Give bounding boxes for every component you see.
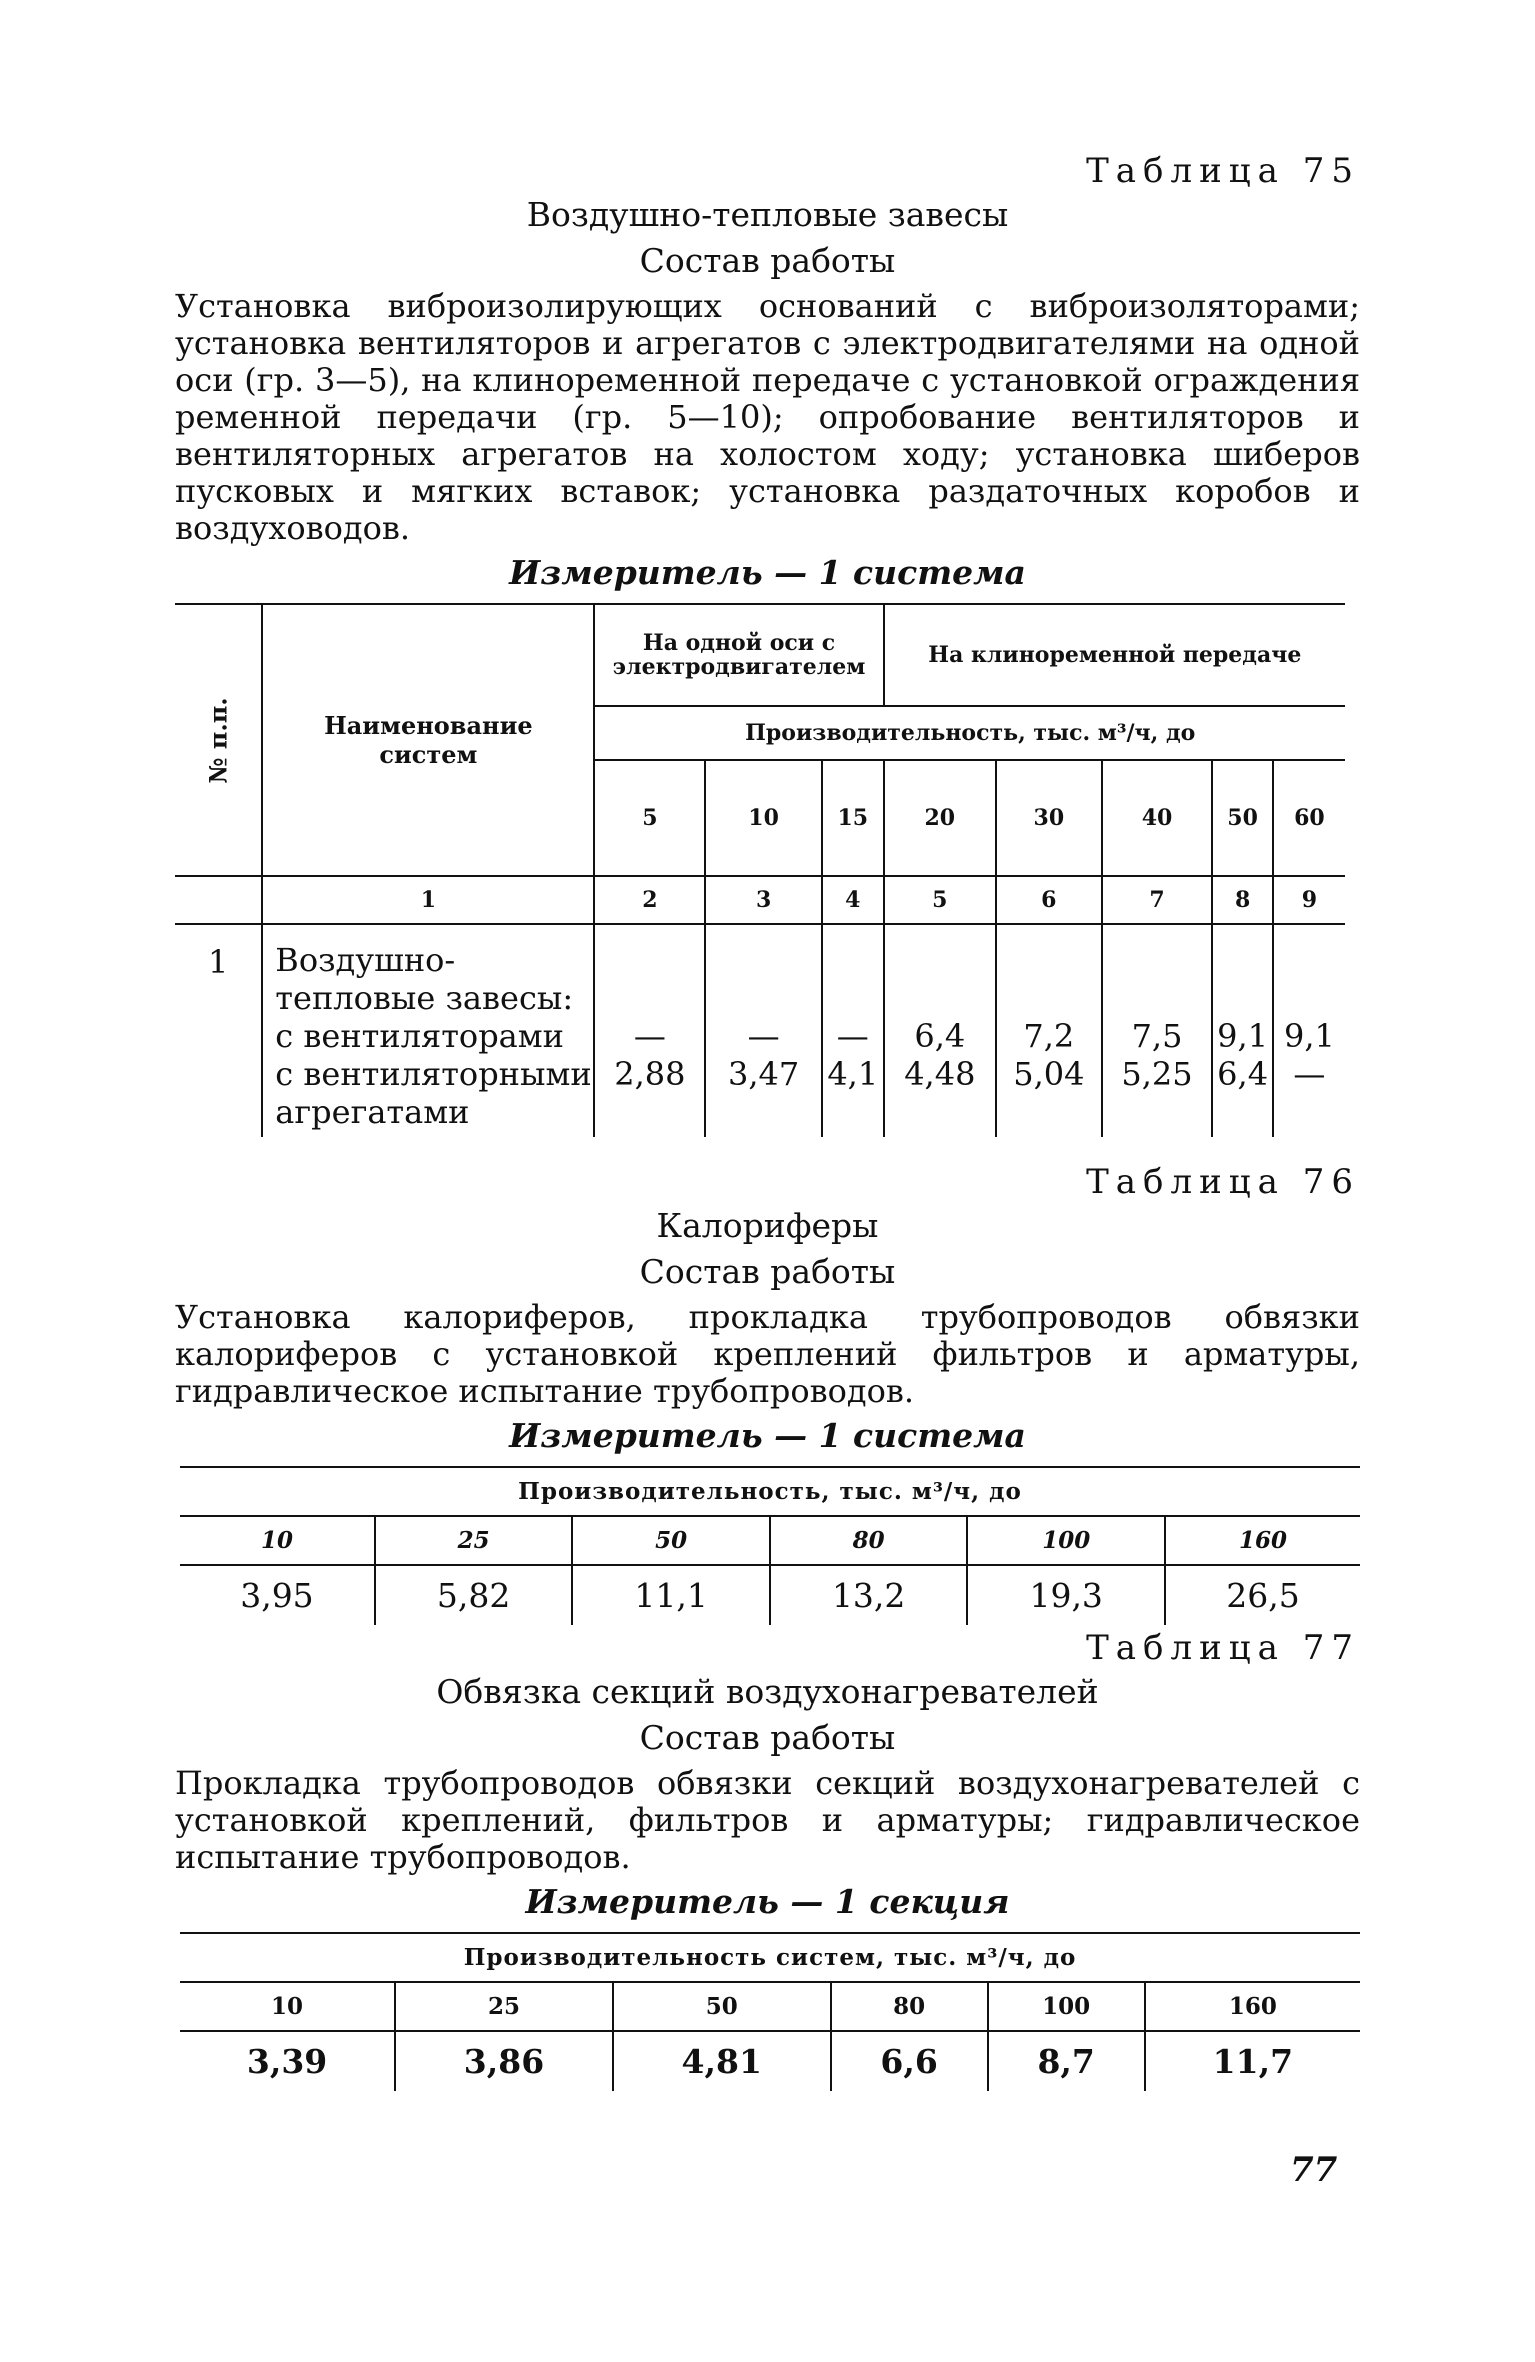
- table77-number: Таблица 77: [1086, 1628, 1360, 1668]
- column-number: 4: [822, 876, 884, 924]
- table76-number: Таблица 76: [1086, 1162, 1360, 1202]
- value-cell: 26,5: [1165, 1565, 1360, 1625]
- column-number: 8: [1212, 876, 1273, 924]
- table76-subtitle: Состав работы: [639, 1252, 896, 1291]
- capacity-value: 160: [1165, 1516, 1360, 1565]
- table77-composition: Прокладка трубопроводов обвязки секций воздухонагревателей с установкой креплений, фильтров и арматуры; гидравлическое испытание трубопроводов.: [175, 1764, 1360, 1876]
- table76: [180, 1466, 1360, 1625]
- value-cell: 9,1 6,4: [1212, 924, 1273, 1137]
- table76-measure: Измеритель — 1 система: [509, 1416, 1026, 1455]
- table76-values-row: [180, 1565, 1360, 1625]
- column-number: 1: [262, 876, 594, 924]
- col-name-header: Наименование систем: [262, 604, 594, 876]
- table76-capacity-header: Производительность, тыс. м³/ч, до: [518, 1478, 1022, 1505]
- capacity-value: 25: [375, 1516, 573, 1565]
- column-numbers-row: [175, 876, 1345, 924]
- capacity-value: 80: [770, 1516, 968, 1565]
- value-cell: — 4,1: [822, 924, 884, 1137]
- column-number: 6: [996, 876, 1102, 924]
- table77-capacity-header: Производительность систем, тыс. м³/ч, до: [463, 1944, 1077, 1971]
- col-num-header: № п.п.: [203, 696, 233, 784]
- value-cell: 11,1: [572, 1565, 770, 1625]
- capacity-value: 40: [1102, 760, 1213, 876]
- table77-subtitle: Состав работы: [639, 1718, 896, 1757]
- column-number: 7: [1102, 876, 1213, 924]
- value-cell: 13,2: [770, 1565, 968, 1625]
- capacity-value: 10: [260, 1527, 293, 1554]
- table77: [180, 1932, 1360, 2091]
- table77-title: Обвязка секций воздухонагревателей: [436, 1672, 1099, 1711]
- table77-measure: Измеритель — 1 секция: [525, 1882, 1010, 1921]
- table77-values-row: [180, 2031, 1360, 2091]
- group1-header: На одной оси с электродвигателем: [594, 604, 883, 706]
- group2-header: На клиноременной передаче: [884, 604, 1345, 706]
- table76-title: Калориферы: [656, 1206, 879, 1245]
- column-number: 9: [1273, 876, 1345, 924]
- value-cell: 19,3: [967, 1565, 1165, 1625]
- capacity-value: 100: [988, 1982, 1145, 2031]
- table75-composition: Установка виброизолирующих оснований с виброизоляторами; установка вентиляторов и агрегатов с электродвигателями на одной оси (гр. 3—5), на клиноременной передаче с установкой ограждения ременной передачи (гр. 5—10); опробование вентиляторов и вентиляторных агрегатов на холостом ходу; установка шиберов пусковых и мягких вставок; установка раздаточных коробов и воздуховодов.: [175, 287, 1360, 547]
- table77-section: [175, 1627, 1360, 2091]
- value-cell: 4,81: [613, 2031, 831, 2091]
- table75-title: Воздушно-тепловые завесы: [526, 195, 1009, 234]
- table75-measure: Измеритель — 1 система: [509, 553, 1026, 592]
- capacity-header: Производительность, тыс. м³/ч, до: [594, 706, 1345, 760]
- capacity-value: 25: [395, 1982, 613, 2031]
- capacity-value: 30: [996, 760, 1102, 876]
- capacity-value: 50: [572, 1516, 770, 1565]
- value-cell: 7,5 5,25: [1102, 924, 1213, 1137]
- value-cell: 3,86: [395, 2031, 613, 2091]
- table76-composition: Установка калориферов, прокладка трубопроводов обвязки калориферов с установкой креплений фильтров и арматуры, гидравлическое испытание трубопроводов.: [175, 1298, 1360, 1410]
- capacity-value: 50: [613, 1982, 831, 2031]
- value-cell: 6,4 4,48: [884, 924, 996, 1137]
- value-cell: 6,6: [831, 2031, 988, 2091]
- row-sub1: с вентиляторами: [275, 1017, 564, 1055]
- capacity-value: 60: [1273, 760, 1345, 876]
- page-number: 77: [1290, 2150, 1338, 2190]
- row-number: 1: [207, 943, 229, 981]
- table77-capacities-row: [180, 1982, 1360, 2031]
- table75: [175, 603, 1345, 1137]
- value-cell: 7,2 5,04: [996, 924, 1102, 1137]
- value-cell: 5,82: [375, 1565, 573, 1625]
- page-content: [175, 150, 1360, 2091]
- column-number: 2: [594, 876, 705, 924]
- table75-number: Таблица 75: [1086, 151, 1360, 191]
- capacity-value: 5: [594, 760, 705, 876]
- value-cell: 11,7: [1145, 2031, 1360, 2091]
- row-sub2: с вентиляторными агрегатами: [275, 1055, 592, 1131]
- value-cell: 9,1 —: [1273, 924, 1345, 1137]
- value-cell: 3,39: [246, 2042, 328, 2081]
- value-cell: — 2,88: [594, 924, 705, 1137]
- table75-section: [175, 150, 1360, 1137]
- table76-section: [175, 1161, 1360, 1625]
- table75-subtitle: Состав работы: [639, 241, 896, 280]
- capacity-value: 100: [967, 1516, 1165, 1565]
- capacity-value: 50: [1212, 760, 1273, 876]
- row-name-title: Воздушно-тепловые завесы:: [275, 941, 574, 1017]
- value-cell: 8,7: [988, 2031, 1145, 2091]
- capacity-value: 160: [1145, 1982, 1360, 2031]
- capacity-value: 10: [271, 1993, 304, 2020]
- capacity-value: 20: [884, 760, 996, 876]
- row-name: [262, 924, 594, 1137]
- column-number: 3: [705, 876, 822, 924]
- value-cell: 3,95: [240, 1576, 314, 1615]
- capacity-value: 80: [831, 1982, 988, 2031]
- column-number: 5: [884, 876, 996, 924]
- table-row: [175, 924, 1345, 1137]
- capacity-value: 15: [822, 760, 884, 876]
- table76-capacities-row: [180, 1516, 1360, 1565]
- column-number: [175, 876, 262, 924]
- value-cell: — 3,47: [705, 924, 822, 1137]
- capacity-value: 10: [705, 760, 822, 876]
